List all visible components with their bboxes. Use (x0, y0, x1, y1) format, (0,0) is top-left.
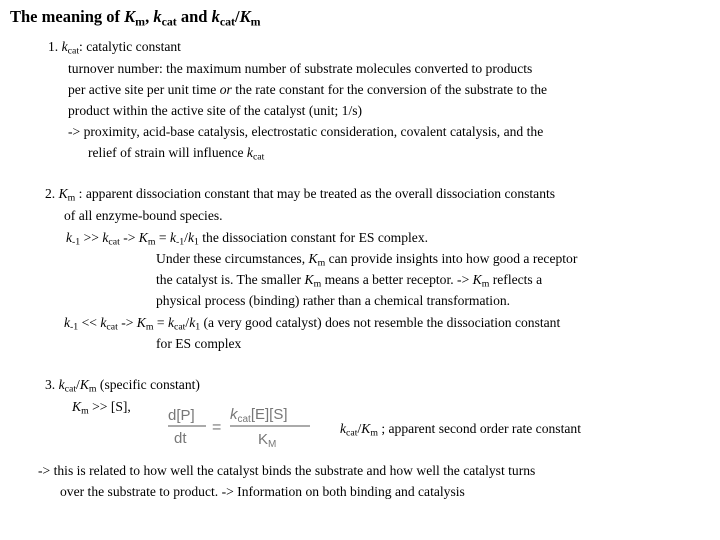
body-line: turnover number: the maximum number of substrate molecules converted to products (68, 61, 533, 76)
body-line: over the substrate to product. -> Information on both binding and catalysis (60, 484, 465, 499)
body-line: of all enzyme-bound species. (64, 208, 223, 223)
eq-equals: = (212, 419, 222, 436)
section-heading: 1. $k_{cat}$: catalytic constant (48, 39, 181, 57)
rate-equation (166, 404, 316, 450)
body-line: per active site per unit time or the rate constant for the conversion of the substrate to the (68, 82, 548, 97)
eq-dt: dt (174, 430, 187, 447)
case-line: $k_{-1} >> k_{cat} -> K_m = k_{-1}/k_1$ the dissociation constant for ES complex. (66, 230, 429, 248)
eq-dp: d[P] (168, 407, 195, 424)
body-line: relief of strain will influence $k_{cat}$ (88, 145, 265, 163)
page-title: The meaning of $K_m$, $k_{cat}$ and $k_{cat}/K_m$ (10, 7, 261, 29)
condition-line: $K_m >> [S]$, (72, 399, 131, 417)
body-line: physical process (binding) rather than a chemical transformation. (156, 293, 511, 308)
body-line: -> proximity, acid-base catalysis, electrostatic consideration, covalent catalysis, and the (68, 124, 544, 139)
rate-note: $k_{cat}/K_m$ ; apparent second order rate constant (340, 421, 581, 439)
body-line: Under these circumstances, $K_m$ can provide insights into how good a receptor (156, 251, 578, 269)
section-heading: 2. $K_m$ : apparent dissociation constant that may be treated as the overall dissociation constants (45, 186, 556, 204)
body-line: the catalyst is. The smaller $K_m$ means a better receptor. -> $K_m$ reflects a (156, 272, 543, 290)
body-line: product within the active site of the catalyst (unit; 1/s) (68, 103, 363, 118)
section-heading: 3. $k_{cat}/K_m$ (specific constant) (45, 377, 200, 395)
eq-denominator: $K_M$ (258, 431, 277, 450)
eq-numerator: $k_{cat}[E][S]$ (230, 406, 288, 425)
body-line: for ES complex (156, 336, 242, 351)
body-line: -> this is related to how well the catalyst binds the substrate and how well the catalyst turns (38, 463, 536, 478)
case-line: $k_{-1} << k_{cat} -> K_m = k_{cat}/k_1$ (a very good catalyst) does not resemble the dissociation constant (64, 315, 561, 333)
